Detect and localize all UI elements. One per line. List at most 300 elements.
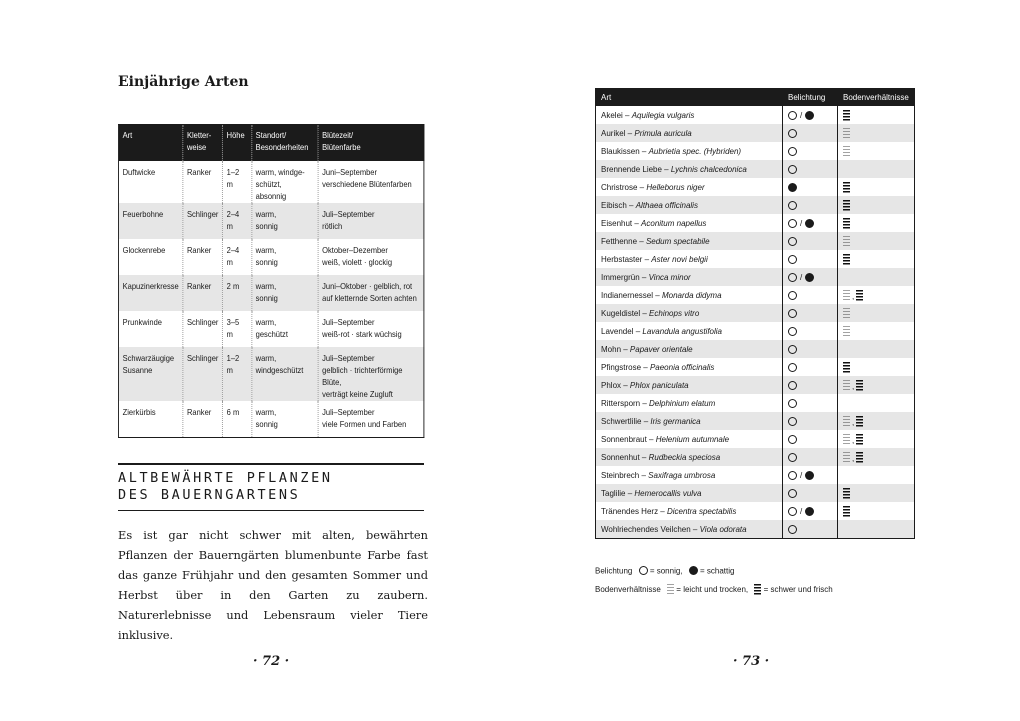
name-dash: – xyxy=(639,470,649,480)
name-dash: – xyxy=(641,416,651,426)
slash-separator: / xyxy=(800,506,803,516)
sun-circle-icon xyxy=(788,201,797,210)
sun-circle-icon xyxy=(788,147,797,156)
plant-name-cell xyxy=(596,304,783,322)
table-header-cell: Standort/ Besonderheiten xyxy=(252,125,318,162)
light-soil-icon xyxy=(667,584,674,595)
soil-cell xyxy=(838,448,915,466)
plant-row xyxy=(596,268,915,286)
table-cell: Duftwicke xyxy=(118,161,182,203)
soil-cell xyxy=(838,124,915,142)
plant-row xyxy=(596,214,915,232)
plant-row xyxy=(596,430,915,448)
plant-row xyxy=(596,124,915,142)
sun-circle-icon xyxy=(788,237,797,246)
plant-row xyxy=(596,412,915,430)
plant-latin-name: Helenium autumnale xyxy=(655,434,730,444)
light-cell xyxy=(783,124,838,142)
table-cell: Glockenrebe xyxy=(118,239,182,275)
plant-latin-name: Lavandula angustifolia xyxy=(642,326,723,336)
plant-latin-name: Viola odorata xyxy=(699,524,747,534)
light-cell xyxy=(783,430,838,448)
plant-row xyxy=(596,106,915,124)
plant-common-name: Eibisch xyxy=(601,200,627,210)
legend-sun-text: = sonnig, xyxy=(649,566,683,576)
plant-common-name: Brennende Liebe xyxy=(601,164,662,174)
table-cell: Kapuzinerkresse xyxy=(118,275,182,311)
plant-common-name: Wohlriechendes Veilchen xyxy=(601,524,691,534)
plant-latin-name: Echinops vitro xyxy=(649,308,700,318)
table-cell: 2–4 m xyxy=(223,203,252,239)
table-cell: 2–4 m xyxy=(223,239,252,275)
intro-paragraph: Es ist gar nicht schwer mit alten, bewährten Pflanzen der Bauerngärten blumenbunte Farbe fast das ganze Frühjahr und den gesamten Sommer und Herbst über in den Garten zu zaubern. Naturerlebnisse und Lebensraum vieler Tiere inklusive. xyxy=(118,528,428,642)
section-title: Einjährige Arten xyxy=(118,74,249,90)
table-header-cell: Kletter- weise xyxy=(183,125,223,162)
name-dash: – xyxy=(626,200,636,210)
soil-cell xyxy=(838,412,915,430)
soil-cell xyxy=(838,178,915,196)
plant-common-name: Immergrün xyxy=(601,272,640,282)
plant-common-name: Phlox xyxy=(601,380,622,390)
plant-name-cell xyxy=(596,448,783,466)
climbing-plants-table xyxy=(118,124,424,438)
light-cell xyxy=(783,160,838,178)
plant-common-name: Pfingstrose xyxy=(601,362,642,372)
light-soil-icon xyxy=(843,416,850,427)
soil-cell xyxy=(838,250,915,268)
plant-common-name: Aurikel xyxy=(601,128,626,138)
light-cell xyxy=(783,358,838,376)
light-cell xyxy=(783,286,838,304)
plant-name-cell xyxy=(596,268,783,286)
plant-common-name: Schwertlilie xyxy=(601,416,642,426)
comma-separator: , xyxy=(852,453,855,463)
plant-name-cell xyxy=(596,196,783,214)
light-cell xyxy=(783,340,838,358)
soil-cell xyxy=(838,376,915,394)
legend-light xyxy=(595,566,734,575)
light-soil-icon xyxy=(843,380,850,391)
shade-circle-icon xyxy=(788,183,797,192)
page-number-left: · 72 · xyxy=(253,654,290,669)
plant-row xyxy=(596,340,915,358)
plant-common-name: Kugeldistel xyxy=(601,308,641,318)
sun-circle-icon xyxy=(788,489,797,498)
heavy-soil-icon xyxy=(843,110,850,121)
table-cell: Juli–September gelblich · trichterförmige Blüte, verträgt keine Zugluft xyxy=(318,347,424,401)
table-header-cell: Art xyxy=(596,89,783,107)
plant-name-cell xyxy=(596,412,783,430)
plant-latin-name: Delphinium elatum xyxy=(649,398,716,408)
name-dash: – xyxy=(661,164,671,174)
table-cell: Juli–September weiß-rot · stark wüchsig xyxy=(322,318,402,339)
legend-light-soil-text: = leicht und trocken, xyxy=(676,585,749,594)
heading-rule-top xyxy=(118,463,424,465)
name-dash: – xyxy=(639,452,649,462)
plant-name-cell xyxy=(596,394,783,412)
light-cell xyxy=(783,502,838,520)
soil-cell xyxy=(838,268,915,286)
table-cell: 6 m xyxy=(223,401,252,438)
table-cell: 3–5 m xyxy=(223,311,252,347)
light-cell xyxy=(783,142,838,160)
sun-circle-icon xyxy=(788,453,797,462)
plant-row xyxy=(596,502,915,520)
slash-separator: / xyxy=(800,272,803,282)
plant-latin-name: Iris germanica xyxy=(650,416,701,426)
plant-latin-name: Aubrietia spec. (Hybriden) xyxy=(648,146,742,156)
heavy-soil-icon xyxy=(843,488,850,499)
plant-latin-name: Sedum spectabile xyxy=(645,236,710,246)
right-page xyxy=(510,0,1020,721)
heavy-soil-icon xyxy=(843,254,850,265)
sun-circle-icon xyxy=(788,255,797,264)
sun-circle-icon xyxy=(788,399,797,408)
soil-cell xyxy=(838,520,915,539)
plant-name-cell xyxy=(596,520,783,539)
sun-circle-icon xyxy=(788,111,797,120)
name-dash: – xyxy=(621,380,630,390)
name-dash: – xyxy=(658,506,667,516)
plant-row xyxy=(596,160,915,178)
sun-circle-icon xyxy=(788,435,797,444)
plant-latin-name: Dicentra spectabilis xyxy=(666,506,737,516)
shade-circle-icon xyxy=(805,273,814,282)
plant-name-cell xyxy=(596,322,783,340)
heavy-soil-icon xyxy=(843,506,850,517)
plant-name-cell xyxy=(596,466,783,484)
plant-name-cell xyxy=(596,340,783,358)
plant-latin-name: Aquilegia vulgaris xyxy=(631,110,695,120)
page-number-right: · 73 · xyxy=(733,654,770,669)
name-dash: – xyxy=(690,524,700,534)
heavy-soil-icon xyxy=(856,416,863,427)
soil-cell xyxy=(838,340,915,358)
plant-row xyxy=(596,466,915,484)
name-dash: – xyxy=(633,326,643,336)
plant-row xyxy=(596,142,915,160)
soil-cell xyxy=(838,502,915,520)
sun-circle-icon xyxy=(788,129,797,138)
plant-latin-name: Aster novi belgii xyxy=(651,254,708,264)
plant-common-name: Lavendel xyxy=(601,326,634,336)
plants-table xyxy=(595,88,915,539)
sun-circle-icon xyxy=(788,381,797,390)
plant-name-cell xyxy=(596,178,783,196)
table-cell: Schlinger xyxy=(183,203,223,239)
plant-latin-name: Saxifraga umbrosa xyxy=(648,470,716,480)
soil-cell xyxy=(838,358,915,376)
heavy-soil-icon xyxy=(843,200,850,211)
heavy-soil-icon xyxy=(856,434,863,445)
table-cell: warm, sonnig xyxy=(252,275,318,311)
plant-latin-name: Primula auricula xyxy=(634,128,692,138)
soil-cell xyxy=(838,214,915,232)
plant-name-cell xyxy=(596,376,783,394)
light-soil-icon xyxy=(843,326,850,337)
table-cell: Zierkürbis xyxy=(118,401,182,438)
comma-separator: , xyxy=(852,417,855,427)
shade-circle-icon xyxy=(805,219,814,228)
shade-circle-icon xyxy=(805,507,814,516)
soil-cell xyxy=(838,196,915,214)
light-cell xyxy=(783,520,838,539)
table-cell: 2 m xyxy=(223,275,252,311)
light-cell xyxy=(783,304,838,322)
sun-circle-icon xyxy=(788,363,797,372)
soil-cell xyxy=(838,304,915,322)
sun-circle-icon xyxy=(788,309,797,318)
plant-row xyxy=(596,304,915,322)
soil-cell xyxy=(838,466,915,484)
plant-row xyxy=(596,250,915,268)
table-cell: Prunkwinde xyxy=(118,311,182,347)
table-cell: Schlinger xyxy=(183,311,223,347)
sun-circle-icon xyxy=(788,417,797,426)
sun-circle-icon xyxy=(788,273,797,282)
table-cell: warm, sonnig xyxy=(252,239,318,275)
plant-common-name: Mohn xyxy=(601,344,622,354)
plant-row xyxy=(596,394,915,412)
plant-name-cell xyxy=(596,430,783,448)
table-cell: warm, sonnig xyxy=(252,401,318,438)
plant-name-cell xyxy=(596,250,783,268)
name-dash: – xyxy=(625,488,635,498)
shade-circle-icon xyxy=(805,471,814,480)
soil-cell xyxy=(838,430,915,448)
plant-common-name: Sonnenbraut xyxy=(601,434,647,444)
plant-row xyxy=(596,178,915,196)
table-cell: Juni–September verschiedene Blütenfarben xyxy=(322,168,412,189)
sun-circle-icon xyxy=(788,345,797,354)
heavy-soil-icon xyxy=(856,452,863,463)
name-dash: – xyxy=(653,290,662,300)
shade-circle-icon xyxy=(805,111,814,120)
plant-name-cell xyxy=(596,124,783,142)
plant-name-cell xyxy=(596,502,783,520)
table-cell: warm, geschützt xyxy=(252,311,318,347)
name-dash: – xyxy=(621,344,630,354)
soil-cell xyxy=(838,394,915,412)
plant-common-name: Fetthenne xyxy=(601,236,638,246)
plant-latin-name: Hemerocallis vulva xyxy=(634,488,702,498)
table-row xyxy=(118,161,423,203)
name-dash: – xyxy=(632,218,642,228)
table-row xyxy=(118,203,423,239)
heavy-soil-icon xyxy=(843,182,850,193)
heavy-soil-icon xyxy=(856,290,863,301)
table-cell: Ranker xyxy=(183,161,223,203)
soil-cell xyxy=(838,106,915,124)
light-cell xyxy=(783,232,838,250)
plant-latin-name: Vinca minor xyxy=(648,272,691,282)
plant-name-cell xyxy=(596,106,783,124)
slash-separator: / xyxy=(800,470,803,480)
plant-latin-name: Phlox paniculata xyxy=(629,380,689,390)
name-dash: – xyxy=(640,308,650,318)
light-cell xyxy=(783,448,838,466)
plant-row xyxy=(596,358,915,376)
light-cell xyxy=(783,214,838,232)
plant-common-name: Steinbrech xyxy=(601,470,640,480)
table-cell: Juli–September rötlich xyxy=(318,203,424,239)
light-soil-icon xyxy=(843,290,850,301)
table-cell: Ranker xyxy=(183,275,223,311)
table-cell: 1–2 m xyxy=(223,161,252,203)
plant-row xyxy=(596,286,915,304)
legend-soil-label: Bodenverhältnisse xyxy=(595,585,661,594)
light-soil-icon xyxy=(843,146,850,157)
light-soil-icon xyxy=(843,236,850,247)
plant-latin-name: Papaver orientale xyxy=(629,344,693,354)
soil-cell xyxy=(838,160,915,178)
table-cell: Schlinger xyxy=(183,347,223,401)
table-cell: warm, windgeschützt xyxy=(252,347,318,401)
light-cell xyxy=(783,376,838,394)
table-row xyxy=(118,347,423,401)
heavy-soil-icon xyxy=(856,380,863,391)
sun-circle-icon xyxy=(788,291,797,300)
plant-name-cell xyxy=(596,286,783,304)
heavy-soil-icon xyxy=(843,218,850,229)
plant-common-name: Indianernessel xyxy=(601,290,654,300)
comma-separator: , xyxy=(852,381,855,391)
shade-circle-icon xyxy=(689,566,698,575)
name-dash: – xyxy=(625,128,635,138)
heavy-soil-icon xyxy=(843,362,850,373)
plant-row xyxy=(596,520,915,539)
sun-circle-icon xyxy=(788,165,797,174)
table-cell: 1–2 m xyxy=(223,347,252,401)
light-cell xyxy=(783,484,838,502)
light-soil-icon xyxy=(843,128,850,139)
name-dash: – xyxy=(642,254,652,264)
light-cell xyxy=(783,394,838,412)
name-dash: – xyxy=(637,182,647,192)
plant-name-cell xyxy=(596,358,783,376)
light-soil-icon xyxy=(843,434,850,445)
table-row xyxy=(118,239,423,275)
sun-circle-icon xyxy=(788,219,797,228)
light-soil-icon xyxy=(843,308,850,319)
table-cell: Oktober–Dezember weiß, violett · glockig xyxy=(322,246,393,267)
table-cell: Feuerbohne xyxy=(118,203,182,239)
table-header-cell: Höhe xyxy=(223,125,252,162)
light-cell xyxy=(783,196,838,214)
light-cell xyxy=(783,178,838,196)
plant-name-cell xyxy=(596,160,783,178)
table-header-cell: Art xyxy=(118,125,182,162)
plant-common-name: Eisenhut xyxy=(601,218,633,228)
table-cell: Ranker xyxy=(183,401,223,438)
plant-latin-name: Monarda didyma xyxy=(661,290,722,300)
sun-circle-icon xyxy=(788,471,797,480)
table-cell: Schwarzäugige Susanne xyxy=(118,347,182,401)
sun-circle-icon xyxy=(788,507,797,516)
plant-row xyxy=(596,484,915,502)
legend-shade-text: = schattig xyxy=(700,566,735,576)
plant-row xyxy=(596,448,915,466)
light-cell xyxy=(783,466,838,484)
table-header-cell: Blütezeit/ Blütenfarbe xyxy=(318,125,424,162)
table-header-cell: Bodenverhältnisse xyxy=(838,89,915,107)
table-cell: warm, sonnig xyxy=(252,203,318,239)
plant-name-cell xyxy=(596,214,783,232)
legend-soil xyxy=(595,584,833,595)
plant-common-name: Tränendes Herz xyxy=(601,506,659,516)
light-soil-icon xyxy=(843,452,850,463)
plant-common-name: Blaukissen xyxy=(601,146,640,156)
soil-cell xyxy=(838,322,915,340)
name-dash: – xyxy=(639,146,649,156)
light-cell xyxy=(783,268,838,286)
plant-common-name: Rittersporn xyxy=(601,398,641,408)
plant-latin-name: Paeonia officinalis xyxy=(649,362,715,372)
heavy-soil-icon xyxy=(754,584,761,595)
soil-cell xyxy=(838,484,915,502)
name-dash: – xyxy=(641,362,650,372)
name-dash: – xyxy=(637,236,646,246)
light-cell xyxy=(783,250,838,268)
plant-latin-name: Rudbeckia speciosa xyxy=(648,452,721,462)
table-cell: Ranker xyxy=(183,239,223,275)
soil-cell xyxy=(838,142,915,160)
sun-circle-icon xyxy=(788,327,797,336)
plant-latin-name: Althaea officinalis xyxy=(635,200,698,210)
plant-latin-name: Aconitum napellus xyxy=(641,218,707,228)
light-cell xyxy=(783,322,838,340)
comma-separator: , xyxy=(852,435,855,445)
light-cell xyxy=(783,412,838,430)
plant-name-cell xyxy=(596,484,783,502)
section-heading: ALTBEWÄHRTE PFLANZEN DES BAUERNGARTENS xyxy=(118,470,333,503)
plant-row xyxy=(596,376,915,394)
name-dash: – xyxy=(646,434,656,444)
name-dash: – xyxy=(622,110,632,120)
table-header-cell: Belichtung xyxy=(783,89,838,107)
name-dash: – xyxy=(640,398,650,408)
plant-common-name: Taglilie xyxy=(601,488,626,498)
sun-circle-icon xyxy=(639,566,648,575)
table-row xyxy=(118,401,423,438)
plant-common-name: Herbstaster xyxy=(601,254,643,264)
table-row xyxy=(118,275,423,311)
table-row xyxy=(118,311,423,347)
slash-separator: / xyxy=(800,110,803,120)
comma-separator: , xyxy=(852,291,855,301)
plant-row xyxy=(596,232,915,250)
name-dash: – xyxy=(639,272,649,282)
plant-latin-name: Helleborus niger xyxy=(646,182,705,192)
sun-circle-icon xyxy=(788,525,797,534)
legend-heavy-soil-text: = schwer und frisch xyxy=(763,585,833,594)
plant-common-name: Akelei xyxy=(601,110,623,120)
table-cell: warm, windge- schützt, absonnig xyxy=(252,161,318,203)
plant-name-cell xyxy=(596,142,783,160)
table-cell: Juni–Oktober · gelblich, rot auf kletternde Sorten achten xyxy=(318,275,424,311)
soil-cell xyxy=(838,232,915,250)
soil-cell xyxy=(838,286,915,304)
plant-name-cell xyxy=(596,232,783,250)
plant-row xyxy=(596,322,915,340)
legend-light-label: Belichtung xyxy=(595,566,633,576)
plant-latin-name: Lychnis chalcedonica xyxy=(670,164,747,174)
slash-separator: / xyxy=(800,218,803,228)
plant-common-name: Sonnenhut xyxy=(601,452,640,462)
heading-rule-bottom xyxy=(118,510,424,511)
plant-row xyxy=(596,196,915,214)
table-cell: Juli–September viele Formen und Farben xyxy=(322,408,407,429)
